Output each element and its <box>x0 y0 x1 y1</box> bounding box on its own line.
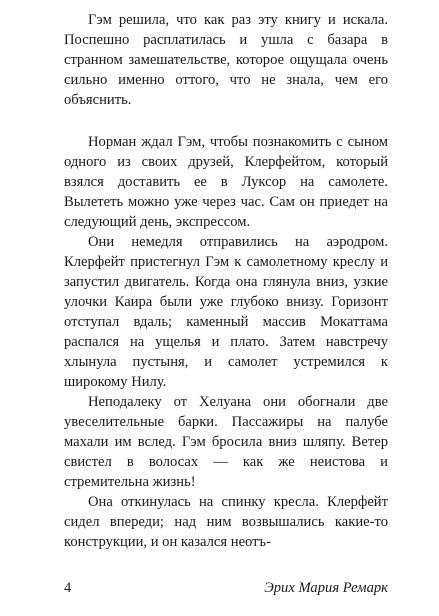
paragraph-4: Неподалеку от Хелуана они обогнали две увеселительные барки. Пассажиры на палубе махали им вслед. Гэм бросила вниз шляпу. Ветер свистел в волосах — как же неистова и стремительна жизнь! <box>64 394 388 490</box>
body-text <box>64 10 388 552</box>
page-footer <box>64 578 388 598</box>
paragraph-3: Они немедля отправились на аэродром. Клерфейт пристегнул Гэм к самолетному креслу и запустил двигатель. Когда она глянула вниз, узкие улочки Каира были уже глубоко внизу. Горизонт отступал вдаль; каменный массив Мокаттама распался на ущелья и плато. Затем навстречу хлынула пустыня, и самолет устремился к широкому Нилу. <box>64 234 388 390</box>
page-number: 4 <box>64 580 72 596</box>
paragraph-5: Она откинулась на спинку кресла. Клерфейт сидел впереди; над ним возвышались какие-то конструкции, и он казался неотъ- <box>64 494 388 550</box>
paragraph-1: Гэм решила, что как раз эту книгу и искала. Поспешно расплатилась и ушла с базара в странном замешательстве, которое ощущала очень сильно именно оттого, что не знала, чем его объяснить. <box>64 12 388 108</box>
paragraph-2: Норман ждал Гэм, чтобы познакомить с сыном одного из своих друзей, Клерфейтом, который взялся доставить ее в Луксор на самолете. Вылететь можно уже через час. Сам он приедет на следующий день, экспрессом. <box>64 134 388 230</box>
running-author: Эрих Мария Ремарк <box>264 580 388 596</box>
